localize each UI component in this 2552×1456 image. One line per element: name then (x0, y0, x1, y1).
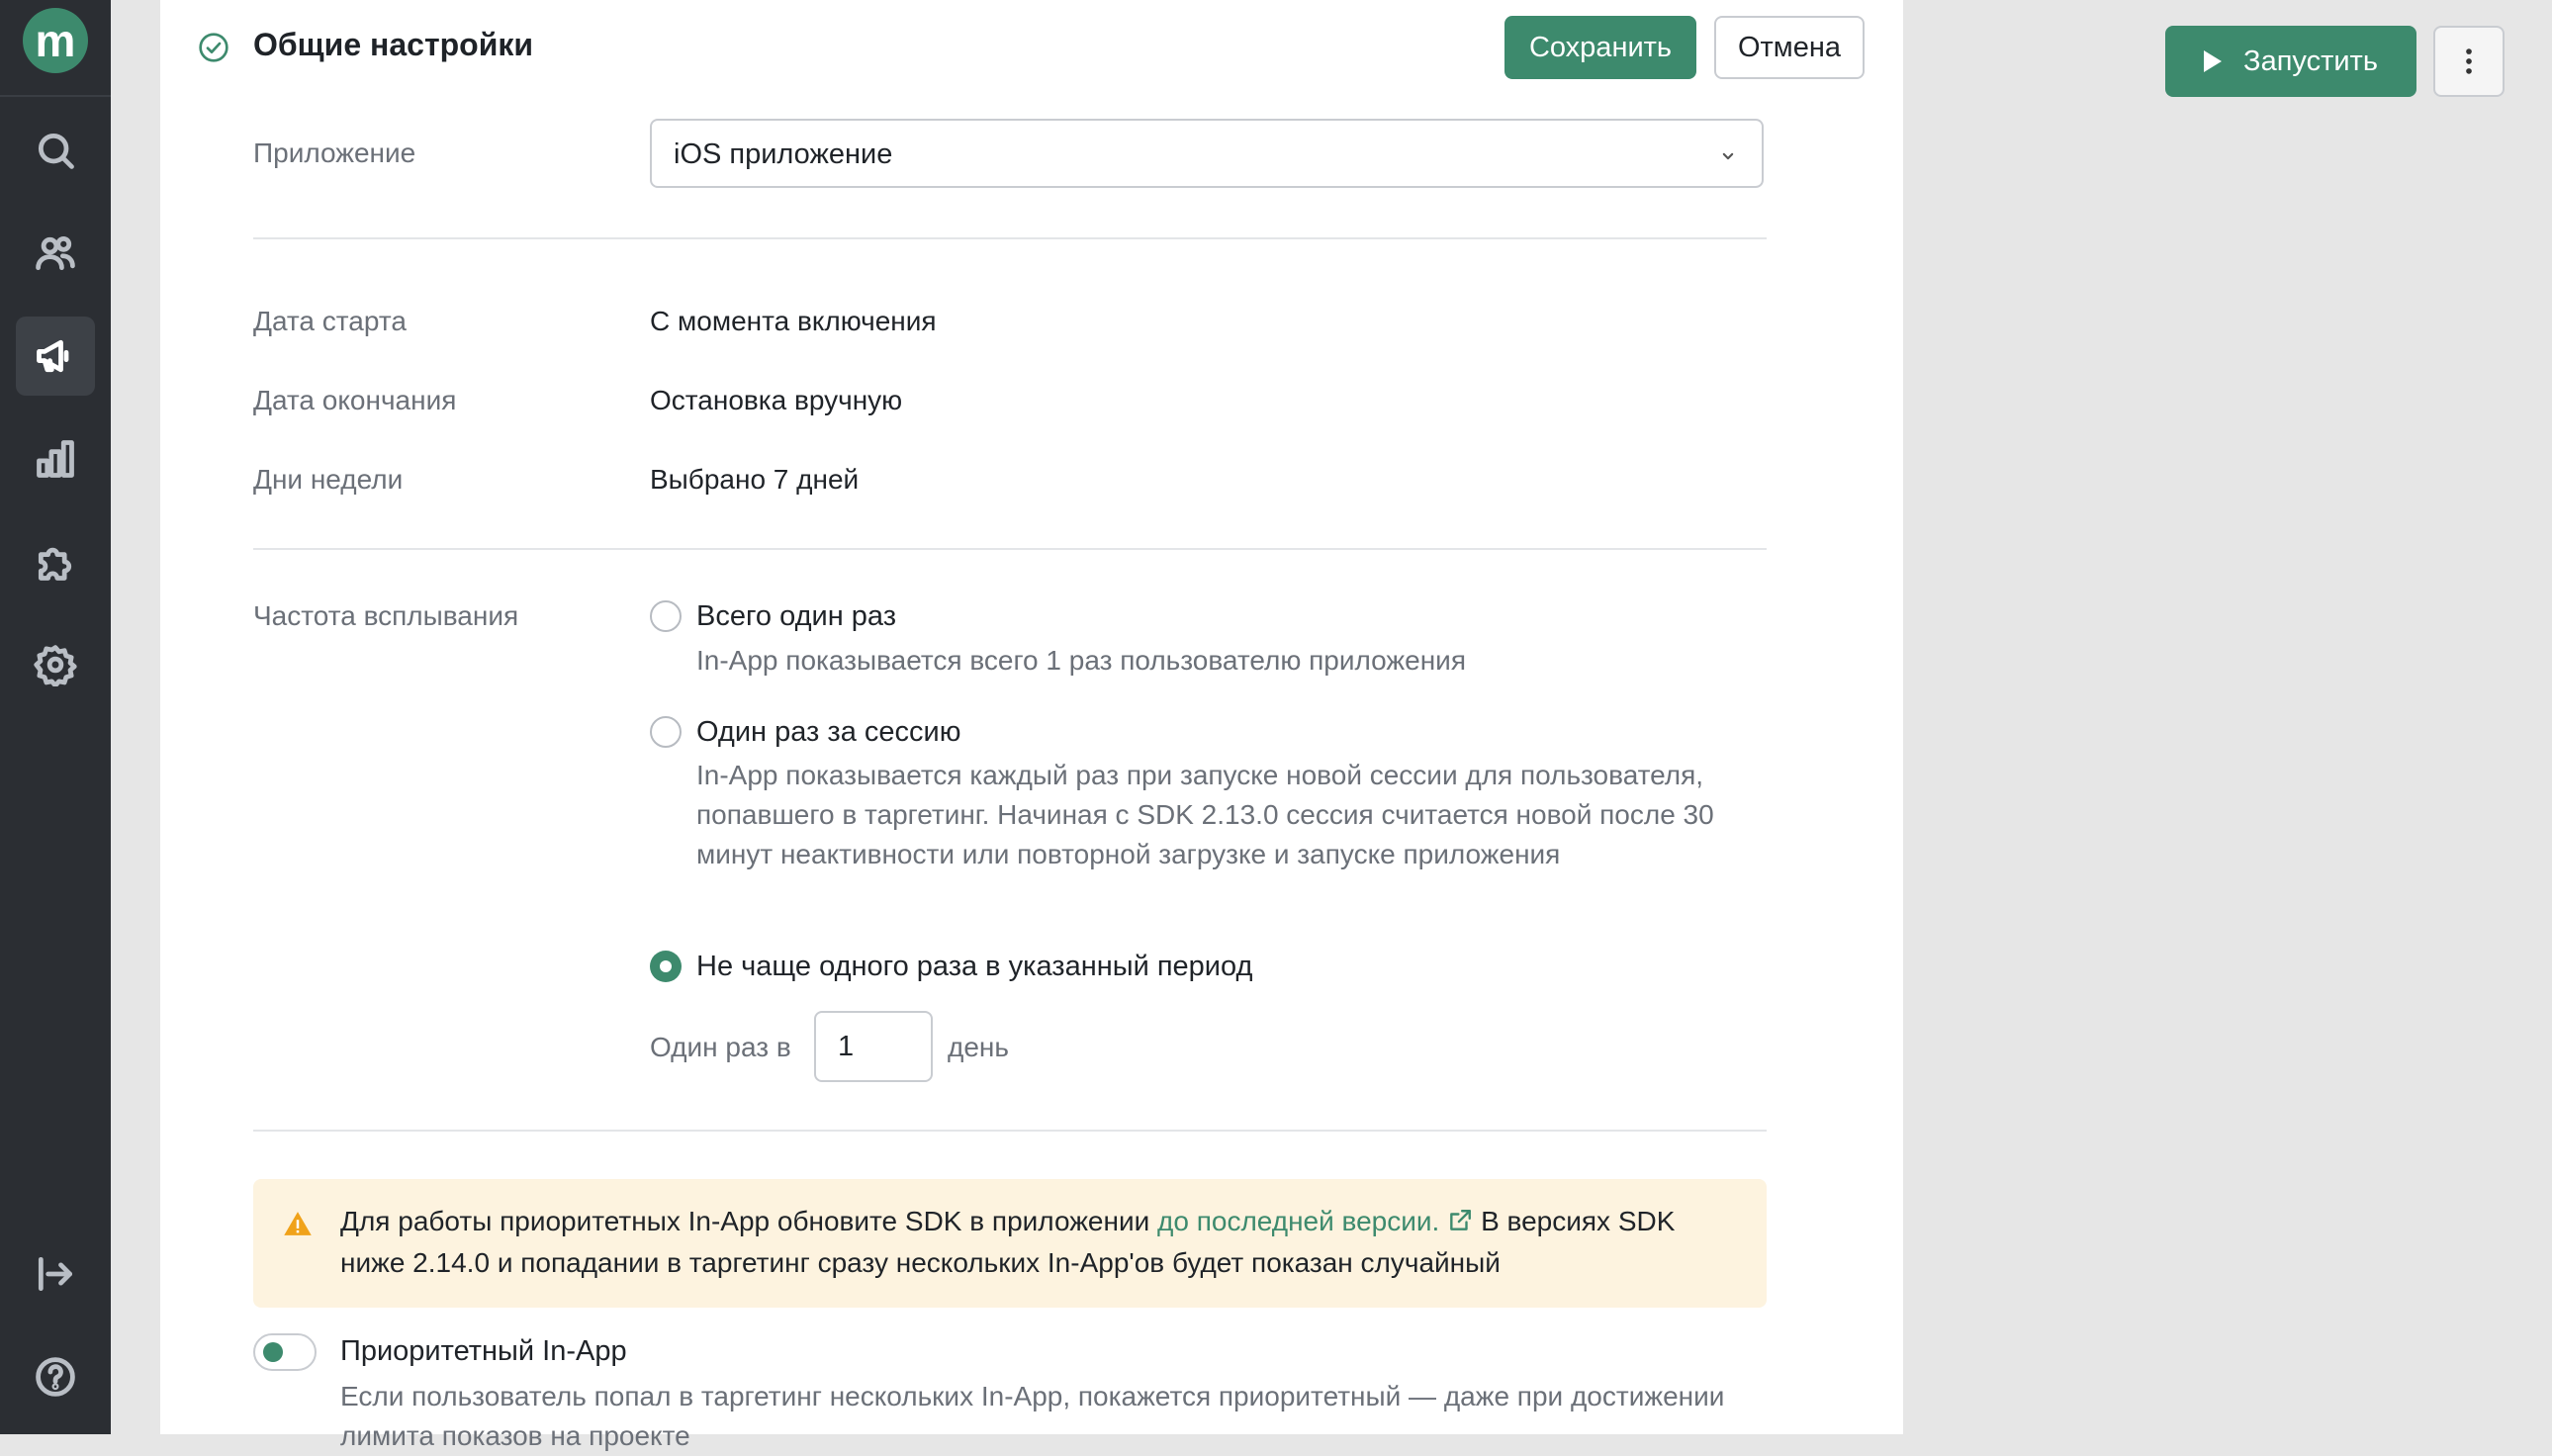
priority-label[interactable]: Приоритетный In-App (340, 1335, 627, 1367)
priority-toggle[interactable] (253, 1333, 317, 1371)
gear-icon (34, 643, 77, 686)
end-date-value[interactable]: Остановка вручную (650, 385, 903, 415)
more-options-button[interactable] (2433, 26, 2505, 97)
weekdays-value[interactable]: Выбрано 7 дней (650, 464, 860, 495)
start-date-label: Дата старта (253, 306, 407, 336)
app-select-value: iOS приложение (674, 138, 893, 170)
frequency-radio-session[interactable] (650, 716, 682, 748)
sidebar-divider (0, 95, 111, 97)
sdk-update-link-text[interactable]: до последней версии. (1157, 1206, 1440, 1236)
app-label: Приложение (253, 137, 416, 168)
frequency-radio-period[interactable] (650, 951, 682, 982)
sidebar-item-search[interactable] (16, 111, 95, 190)
frequency-radio-once[interactable] (650, 600, 682, 632)
weekdays-label: Дни недели (253, 464, 404, 495)
frequency-label: Частота всплывания (253, 600, 519, 631)
check-circle-icon (198, 32, 229, 63)
chart-icon (34, 437, 77, 481)
start-date-value[interactable]: С момента включения (650, 306, 937, 336)
puzzle-icon (34, 540, 77, 584)
sidebar-item-campaigns[interactable] (16, 317, 95, 396)
period-input[interactable] (814, 1011, 933, 1082)
megaphone-icon (34, 334, 77, 378)
search-icon (34, 129, 77, 172)
app-select[interactable] (650, 119, 1764, 188)
sidebar-item-users[interactable] (16, 214, 95, 293)
end-date-label: Дата окончания (253, 385, 457, 415)
sidebar-item-integrations[interactable] (16, 522, 95, 601)
logo-letter: m (35, 15, 76, 66)
warning-text-after: В версиях SDK ниже 2.14.0 и попадании в таргетинг сразу нескольких In-App'ов будет показан случайный (340, 1206, 1676, 1278)
sdk-warning (253, 1179, 1767, 1308)
sidebar-item-help[interactable] (16, 1337, 95, 1416)
warning-text (340, 1201, 1745, 1284)
more-vertical-icon (2452, 45, 2486, 78)
frequency-option-description: In-App показывается всего 1 раз пользователю приложения (696, 645, 1466, 676)
divider (253, 548, 1767, 550)
external-link-icon[interactable] (1447, 1208, 1473, 1233)
section-title: Общие настройки (253, 27, 534, 62)
users-icon (34, 231, 77, 275)
frequency-option-label[interactable]: Всего один раз (696, 600, 897, 632)
frequency-option-label[interactable]: Не чаще одного раза в указанный период (696, 951, 1253, 982)
sdk-update-link[interactable] (1157, 1206, 1473, 1236)
help-icon (34, 1355, 77, 1399)
chevron-down-icon (1718, 146, 1738, 166)
period-unit: день (948, 1032, 1009, 1062)
sidebar (0, 0, 111, 1434)
frequency-option-description: In-App показывается каждый раз при запуске новой сессии для пользователя, попавшего в таргетинг. Начиная с SDK 2.13.0 сессия считается новой после 30 минут неактивности или повторной загрузке и запуске приложения (696, 760, 1714, 869)
sidebar-item-settings[interactable] (16, 625, 95, 704)
play-icon (2204, 50, 2222, 72)
save-button[interactable]: Сохранить (1504, 16, 1696, 79)
period-prefix: Один раз в (650, 1032, 791, 1062)
run-button[interactable] (2165, 26, 2416, 97)
cancel-button[interactable]: Отмена (1714, 16, 1865, 79)
run-label: Запустить (2243, 45, 2378, 77)
logout-icon (34, 1252, 77, 1296)
frequency-option-label[interactable]: Один раз за сессию (696, 716, 961, 748)
divider (253, 1130, 1767, 1132)
warning-text-before: Для работы приоритетных In-App обновите SDK в приложении (340, 1206, 1158, 1236)
sidebar-item-analytics[interactable] (16, 419, 95, 499)
warning-icon (283, 1209, 313, 1238)
logo[interactable] (23, 8, 88, 73)
divider (253, 237, 1767, 239)
sidebar-item-logout[interactable] (16, 1234, 95, 1314)
priority-description: Если пользователь попал в таргетинг нескольких In-App, покажется приоритетный — даже при достижении лимита показов на проекте (340, 1381, 1725, 1451)
